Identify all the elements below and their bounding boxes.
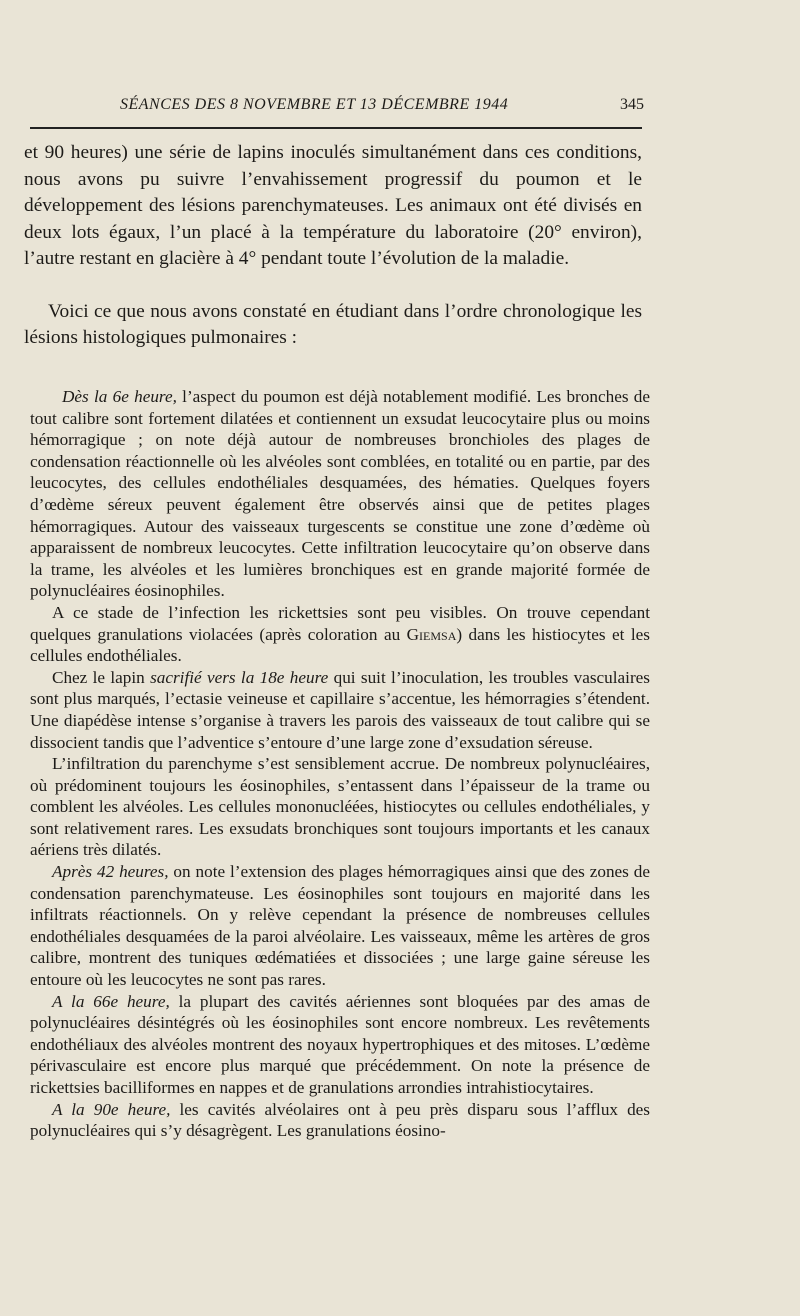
emphasis-18h: sacrifié vers la 18e heure	[150, 667, 329, 687]
text-rickettsies-b: ) dans les histiocytes et les cellules endothéliales.	[30, 624, 650, 666]
page-number: 345	[620, 96, 644, 113]
histology-text	[30, 386, 650, 1142]
emphasis-66h: A la 66e heure,	[52, 991, 170, 1011]
intro-text	[24, 140, 642, 352]
text-18h-b: qui suit l’inoculation, les troubles vasculaires sont plus marqués, l’ectasie veineuse et capillaire s’accentue, les hémorragies s’étendent. Une diapédèse intense s’organise à travers les parois des vaisseaux de tout calibre qui se dissocient tandis que l’adventice s’entoure d’une large zone d’exsudation séreuse.	[30, 667, 650, 752]
header-rule	[30, 127, 642, 129]
running-title: SÉANCES DES 8 NOVEMBRE ET 13 DÉCEMBRE 1944	[120, 96, 509, 113]
text-90h: les cavités alvéolaires ont à peu près disparu sous l’afflux des polynucléaires qui s’y désagrègent. Les granulations éosino-	[30, 1099, 651, 1141]
text-42h: on note l’extension des plages hémorragiques ainsi que des zones de condensation parenchymateuse. Les éosinophiles sont toujours en majorité dans les infiltrats réactionnels. On y relève cependant la présence de nombreuses cellules endothéliales desquamées de la paroi alvéolaire. Les vaisseaux, même les artères de gros calibre, montrent des tuniques œdématiées et dissociées ; une large gaine séreuse les entoure où les leucocytes ne sont pas rares.	[30, 862, 650, 990]
paragraph-chronology: Voici ce que nous avons constaté en étudiant dans l’ordre chronologique les lésions histologiques pulmonaires :	[24, 300, 642, 348]
text-66h: la plupart des cavités aériennes sont bloquées par des amas de polynucléaires désintégrés où les éosinophiles sont encore nombreux. Les revêtements endothéliaux des alvéoles montrent des noyaux hypertrophiques et des mitoses. L’œdème périvasculaire est encore plus marqué que précédemment. On note la présence de rickettsies bacilliformes en nappes et de granulations arrondies intrahistiocytaires.	[30, 991, 651, 1097]
emphasis-90h: A la 90e heure,	[52, 1099, 171, 1119]
text-6h: l’aspect du poumon est déjà notablement modifié. Les bronches de tout calibre sont fortement dilatées et contiennent un exsudat leucocytaire plus ou moins hémorragique ; on note déjà autour de nombreuses bronchioles des plages de condensation réactionnelle où les alvéoles sont comblées, en totalité ou en partie, par des leucocytes, des cellules endothéliales desquamées, des hématies. Quelques foyers d’œdème séreux peuvent également être observés ainsi que de petites plages hémorragiques. Autour des vaisseaux turgescents se constitue une zone d’œdème où apparaissent de nombreux leucocytes. Cette infiltration leucocytaire qu’on observe dans la trame, les alvéoles et les lumières bronchiques est en grande majorité formée de polynucléaires éosinophiles.	[30, 387, 650, 601]
paragraph-42h	[30, 861, 650, 991]
paragraph-18h	[30, 667, 650, 753]
running-head	[30, 96, 644, 118]
text-rickettsies-a: A ce stade de l’infection les rickettsies sont peu visibles. On trouve cependant quelques granulations violacées (après coloration au	[30, 602, 650, 644]
paragraph-intro: et 90 heures) une série de lapins inoculés simultanément dans ces conditions, nous avons pu suivre l’envahissement progressif du poumon et le développement des lésions parenchymateuses. Les animaux ont été divisés en deux lots égaux, l’un placé à la température du laboratoire (20° environ), l’autre restant en glacière à 4° pendant toute l’évolution de la maladie.	[24, 142, 642, 269]
paragraph-6h	[30, 386, 650, 602]
emphasis-42h: Après 42 heures,	[52, 862, 169, 882]
paragraph-90h	[30, 1099, 650, 1142]
giemsa-smallcaps: Giemsa	[406, 624, 457, 644]
text-18h-a: Chez le lapin	[52, 667, 151, 687]
paragraph-66h	[30, 991, 650, 1099]
paragraph-rickettsies	[30, 602, 650, 667]
emphasis-6h: Dès la 6e heure,	[62, 387, 177, 406]
paragraph-infiltration: L’infiltration du parenchyme s’est sensiblement accrue. De nombreux polynucléaires, où prédominent toujours les éosinophiles, s’entassent dans l’épaisseur de la trame ou comblent les alvéoles. Les cellules mononucléées, histiocytes ou cellules endothéliales, y sont relativement rares. Les exsudats bronchiques sont toujours importants et les canaux aériens très dilatés.	[30, 754, 650, 860]
